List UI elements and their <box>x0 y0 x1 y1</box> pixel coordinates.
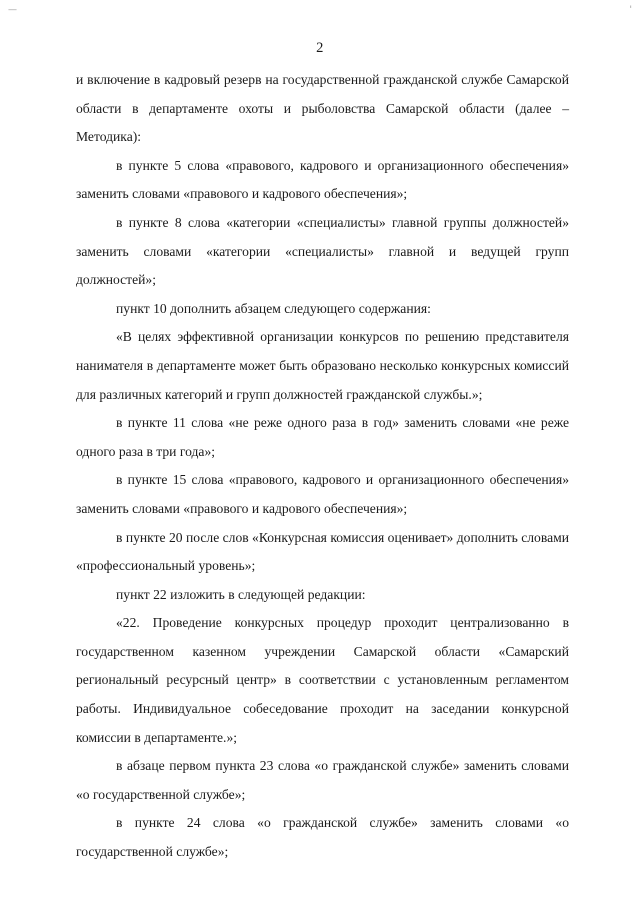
paragraph-item-15: в пункте 15 слова «правового, кадрового и организационного обеспечения» заменить словами «правового и кадрового обеспечения»; <box>76 472 569 516</box>
corner-mark-left: — <box>8 5 17 15</box>
paragraph-item-22-quote: «22. Проведение конкурсных процедур проходит централизованно в государственном казенном учреждении Самарской области «Самарский региональный ресурсный центр» в соответствии с установленным регламентом работы. Индивидуальное собеседование проходит на заседании конкурсной комиссии в департаменте.»; <box>76 615 569 745</box>
document-body <box>76 66 569 867</box>
corner-mark-right: ' <box>629 5 632 15</box>
paragraph-item-20: в пункте 20 после слов «Конкурсная комиссия оценивает» дополнить словами «профессиональный уровень»; <box>76 529 569 574</box>
paragraph-item-8: в пункте 8 слова «категории «специалисты» главной группы должностей» заменить словами «категории «специалисты» главной и ведущей групп должностей»; <box>76 214 569 288</box>
paragraph-intro: и включение в кадровый резерв на государственной гражданской службе Самарской области в департаменте охоты и рыболовства Самарской области (далее – Методика): <box>76 72 569 145</box>
paragraph-item-5: в пункте 5 слова «правового, кадрового и организационного обеспечения» заменить словами «правового и кадрового обеспечения»; <box>76 157 569 202</box>
page-number: 2 <box>316 40 324 56</box>
paragraph-item-23: в абзаце первом пункта 23 слова «о гражданской службе» заменить словами «о государственной службе»; <box>76 758 569 802</box>
paragraph-item-10-quote: «В целях эффективной организации конкурсов по решению представителя нанимателя в департаменте может быть образовано несколько конкурсных комиссий для различных категорий и групп должностей гражданской службы.»; <box>76 329 569 402</box>
paragraph-item-10: пункт 10 дополнить абзацем следующего содержания: <box>116 300 431 316</box>
paragraph-item-22: пункт 22 изложить в следующей редакции: <box>116 586 366 602</box>
paragraph-item-24: в пункте 24 слова «о гражданской службе» заменить словами «о государственной службе»; <box>76 815 569 860</box>
paragraph-item-11: в пункте 11 слова «не реже одного раза в год» заменить словами «не реже одного раза в три года»; <box>76 415 569 459</box>
